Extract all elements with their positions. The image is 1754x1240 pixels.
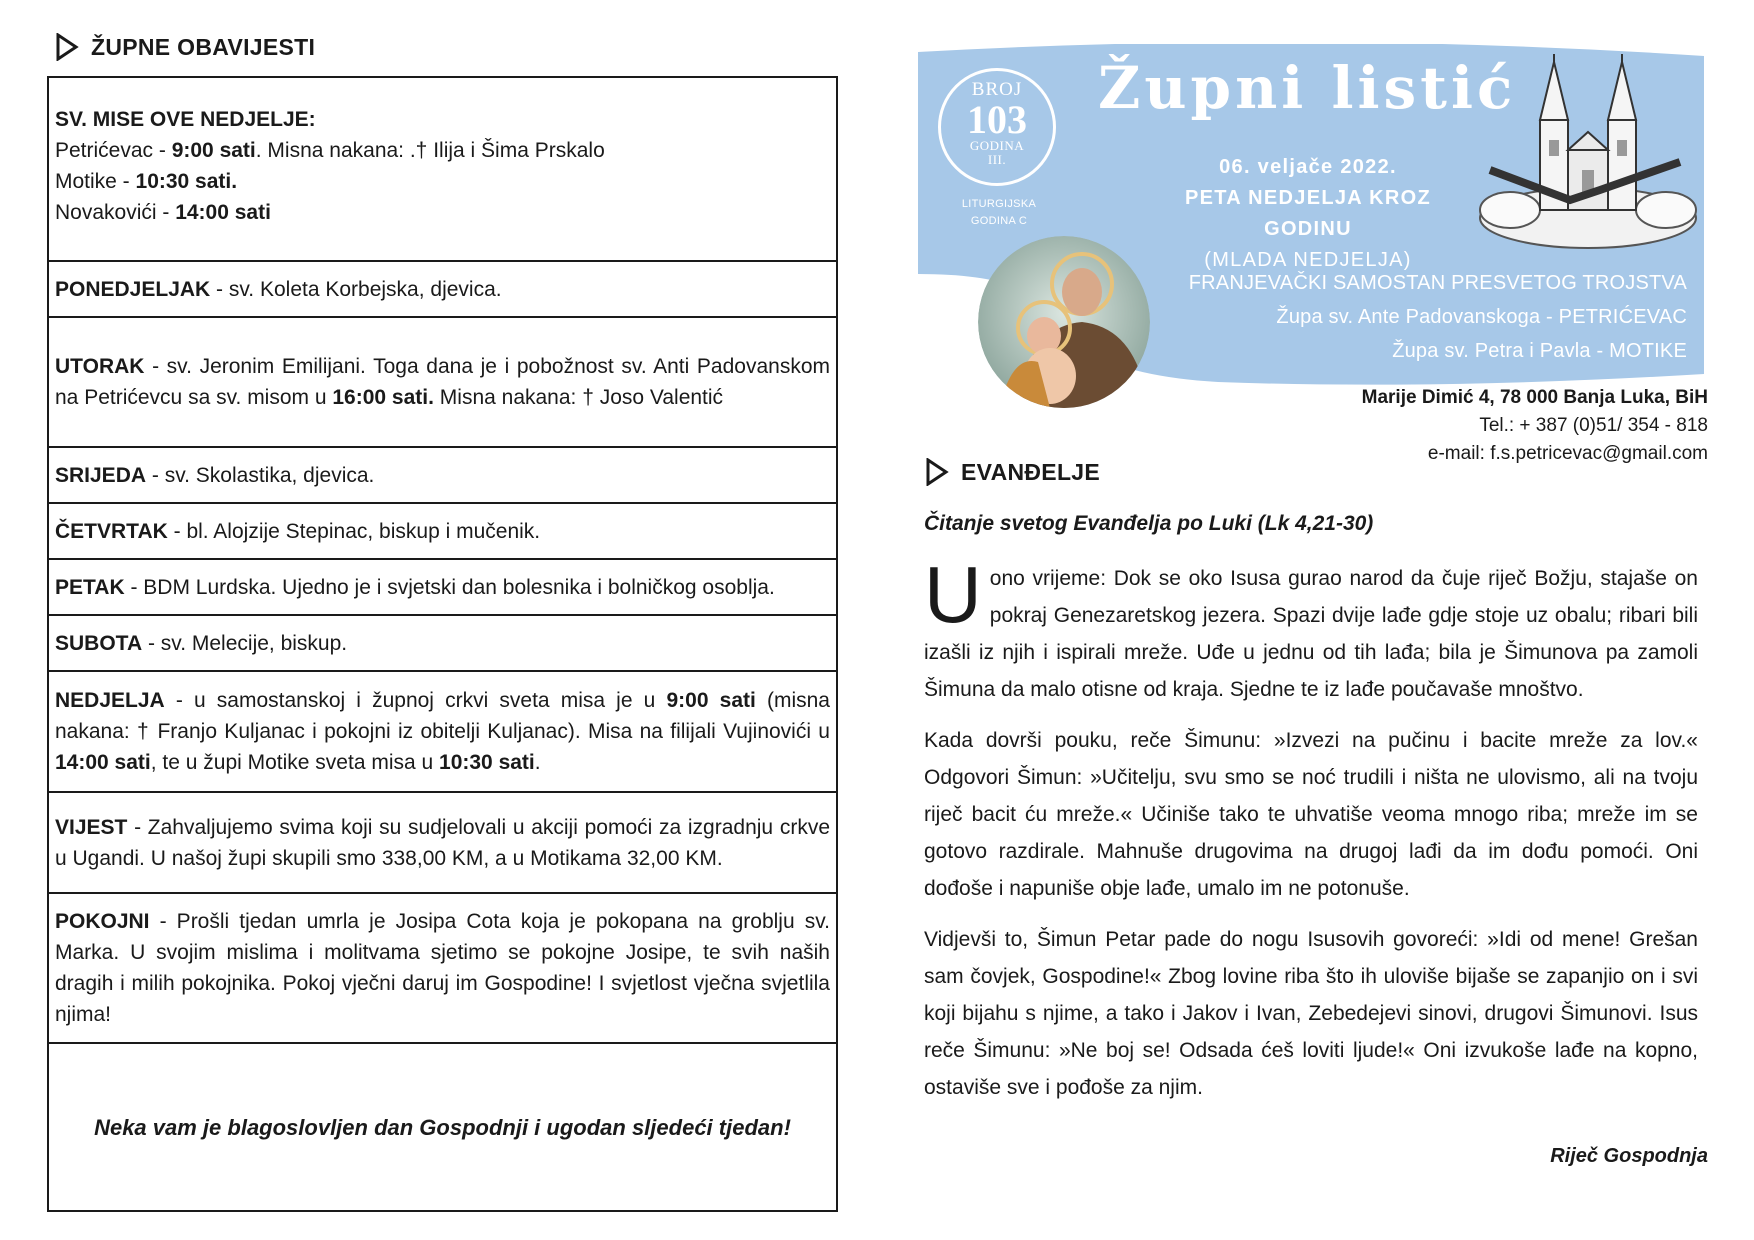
deceased-label: POKOJNI xyxy=(55,910,150,933)
sunday-text-2: (misna nakana: † Franjo Kuljanac i pokojni iz obitelji Kuljanac). Misa na filijali Vujinovići u xyxy=(55,689,830,743)
sunday-subtitle: (MLADA NEDJELJA) xyxy=(1204,249,1412,271)
row-friday xyxy=(49,560,836,616)
saint-anthony-medallion-icon xyxy=(978,236,1150,408)
friday-text: - BDM Lurdska. Ujedno je i svjetski dan bolesnika i bolničkog osoblja. xyxy=(124,575,775,599)
sunday-text-1: - u samostanskoj i župnoj crkvi sveta misa je u xyxy=(164,689,667,712)
tuesday-time: 16:00 sati. xyxy=(332,386,434,409)
row-deceased xyxy=(49,894,836,1044)
sunday-time-2: 14:00 sati xyxy=(55,751,151,774)
sunday-name: PETA NEDJELJA KROZ GODINU xyxy=(1184,187,1432,240)
mass-novakovici-time: 14:00 sati xyxy=(175,201,271,224)
announcements-heading-text: ŽUPNE OBAVIJESTI xyxy=(91,33,316,60)
sunday-label: NEDJELJA xyxy=(55,689,165,712)
monday-text: - sv. Koleta Korbejska, djevica. xyxy=(210,277,502,301)
year-value: III. xyxy=(987,152,1007,167)
row-sunday-masses xyxy=(49,78,836,262)
saturday-label: SUBOTA xyxy=(55,631,143,655)
sunday-text-3: , te u župi Motike sveta misa u xyxy=(150,751,440,774)
triangle-bullet-icon xyxy=(925,458,949,486)
gospel-text xyxy=(924,550,1698,1120)
news-label: VIJEST xyxy=(55,815,128,839)
issue-date: 06. veljače 2022. xyxy=(1219,156,1397,178)
gospel-heading xyxy=(925,458,1100,486)
monday-label: PONEDJELJAK xyxy=(55,277,211,301)
contact-phone: Tel.: + 387 (0)51/ 354 - 818 xyxy=(1479,415,1708,436)
issue-label: BROJ xyxy=(971,79,1023,100)
triangle-bullet-icon xyxy=(55,33,79,61)
row-wednesday xyxy=(49,448,836,504)
gospel-paragraph-1 xyxy=(924,550,1698,708)
closing-text: Neka vam je blagoslovljen dan Gospodnji i ugodan sljedeći tjedan! xyxy=(94,1114,791,1140)
tuesday-text: - sv. Jeronim Emilijani. Toga dana je i pobožnost sv. Anti Padovanskom na Petrićevcu sa sv. misom u xyxy=(55,355,830,409)
mass-petricevac-time: 9:00 sati xyxy=(171,139,256,162)
date-block xyxy=(1138,152,1478,276)
contact-block xyxy=(1362,384,1708,468)
mass-motike-time: 10:30 sati. xyxy=(135,170,238,193)
row-sunday xyxy=(49,672,836,793)
header-banner xyxy=(918,44,1707,392)
parish-petricevac: Župa sv. Ante Padovanskoga - PETRIĆEVAC xyxy=(1276,306,1687,328)
year-label: GODINA xyxy=(969,138,1025,153)
gospel-paragraph-3: Vidjevši to, Šimun Petar pade do nogu Isusovih govoreći: »Idi od mene! Grešan sam čovjek, Gospodine!« Zbog lovine riba što ih uloviše bijaše se zapanjio on i svi koji bijahu s njime, a tako i Jakov i Ivan, Zebedejevi sinovi, drugovi Šimunovi. Isus reče Šimunu: »Ne boj se! Odsada ćeš loviti ljude!« Oni izvukoše lađe na kopno, ostaviše sve i pođoše za njim. xyxy=(924,928,1698,1099)
mass-petricevac-label: Petrićevac - xyxy=(55,139,172,162)
wednesday-label: SRIJEDA xyxy=(55,463,147,487)
wednesday-text: - sv. Skolastika, djevica. xyxy=(146,463,375,487)
friday-label: PETAK xyxy=(55,575,125,599)
row-tuesday xyxy=(49,318,836,448)
liturgical-label: LITURGIJSKA xyxy=(961,198,1037,210)
news-text: - Zahvaljujemo svima koji su sudjelovali u akciji pomoći za izgradnju crkve u Ugandi. U našoj župi skupili smo 338,00 KM, a u Motikama 32,00 KM. xyxy=(55,815,830,870)
saturday-text: - sv. Melecije, biskup. xyxy=(142,631,348,655)
friary-block xyxy=(1189,266,1687,368)
mass-petricevac-intention: . Misna nakana: .† Ilija i Šima Prskalo xyxy=(255,139,605,162)
deceased-text: - Prošli tjedan umrla je Josipa Cota koja je pokopana na groblju sv. Marka. U svojim mislima i molitvama sjetimo se pokojne Josipe, te svih naših dragih i milih pokojnika. Pokoj vječni daruj im Gospodine! I svjetlost vječna svjetlila njima! xyxy=(55,910,830,1026)
issue-number: 103 xyxy=(967,97,1027,142)
liturgical-cycle: GODINA C xyxy=(970,215,1028,227)
contact-email: e-mail: f.s.petricevac@gmail.com xyxy=(1427,443,1708,464)
thursday-label: ČETVRTAK xyxy=(55,519,168,543)
parish-motike: Župa sv. Petra i Pavla - MOTIKE xyxy=(1392,340,1687,362)
row-thursday xyxy=(49,504,836,560)
gospel-ending: Riječ Gospodnja xyxy=(1550,1145,1708,1167)
mass-motike-label: Motike - xyxy=(55,170,136,193)
gospel-paragraph-2: Kada dovrši pouku, reče Šimunu: »Izvezi na pučinu i bacite mreže za lov.« Odgovori Šimun: »Učitelju, svu smo se noć trudili i ništa ne ulovismo, ali na tvoju riječ bacit ću mreže.« Učiniše tako te uhvatiše veoma mnogo riba; mreže im se gotovo razdirale. Mahnuše drugovima na drugoj lađi da im dođu pomoći. Oni dođoše i napuniše obje lađe, umalo im ne potonuše. xyxy=(924,729,1698,900)
row-news xyxy=(49,793,836,894)
liturgical-year xyxy=(940,196,1058,230)
sunday-text-4: . xyxy=(534,751,541,774)
gospel-reference: Čitanje svetog Evanđelja po Luki (Lk 4,21-30) xyxy=(924,512,1374,535)
church-illustration-icon xyxy=(1470,50,1698,250)
sunday-time-3: 10:30 sati xyxy=(439,751,535,774)
closing-blessing xyxy=(49,1044,836,1210)
tuesday-label: UTORAK xyxy=(55,355,145,378)
announcements-heading xyxy=(55,33,315,61)
announcements-table xyxy=(47,76,838,1212)
contact-address: Marije Dimić 4, 78 000 Banja Luka, BiH xyxy=(1361,387,1708,408)
friary-name: FRANJEVAČKI SAMOSTAN PRESVETOG TROJSTVA xyxy=(1188,272,1687,294)
drop-cap: U xyxy=(924,550,982,639)
tuesday-intention: Misna nakana: † Joso Valentić xyxy=(433,386,724,409)
newsletter-title: Župni listić xyxy=(1098,54,1517,122)
gospel-p1-text: ono vrijeme: Dok se oko Isusa gurao narod da čuje riječ Božju, stajaše on pokraj Genezaretskog jezera. Spazi dvije lađe gdje stoje uz obalu; ribari bili izašli iz njih i ispirali mreže. Uđe u jednu od tih lađa; bila je Šimunova pa zamoli Šimuna da malo otisne od kraja. Sjedne te iz lađe poučavaše mnoštvo. xyxy=(924,567,1698,701)
masses-title: SV. MISE OVE NEDJELJE: xyxy=(55,108,316,131)
sunday-time-1: 9:00 sati xyxy=(666,689,756,712)
thursday-text: - bl. Alojzije Stepinac, biskup i mučenik. xyxy=(167,519,541,543)
gospel-heading-text: EVANĐELJE xyxy=(961,458,1101,485)
issue-badge xyxy=(938,68,1056,186)
row-saturday xyxy=(49,616,836,672)
row-monday xyxy=(49,262,836,318)
mass-novakovici-label: Novakovići - xyxy=(55,201,176,224)
